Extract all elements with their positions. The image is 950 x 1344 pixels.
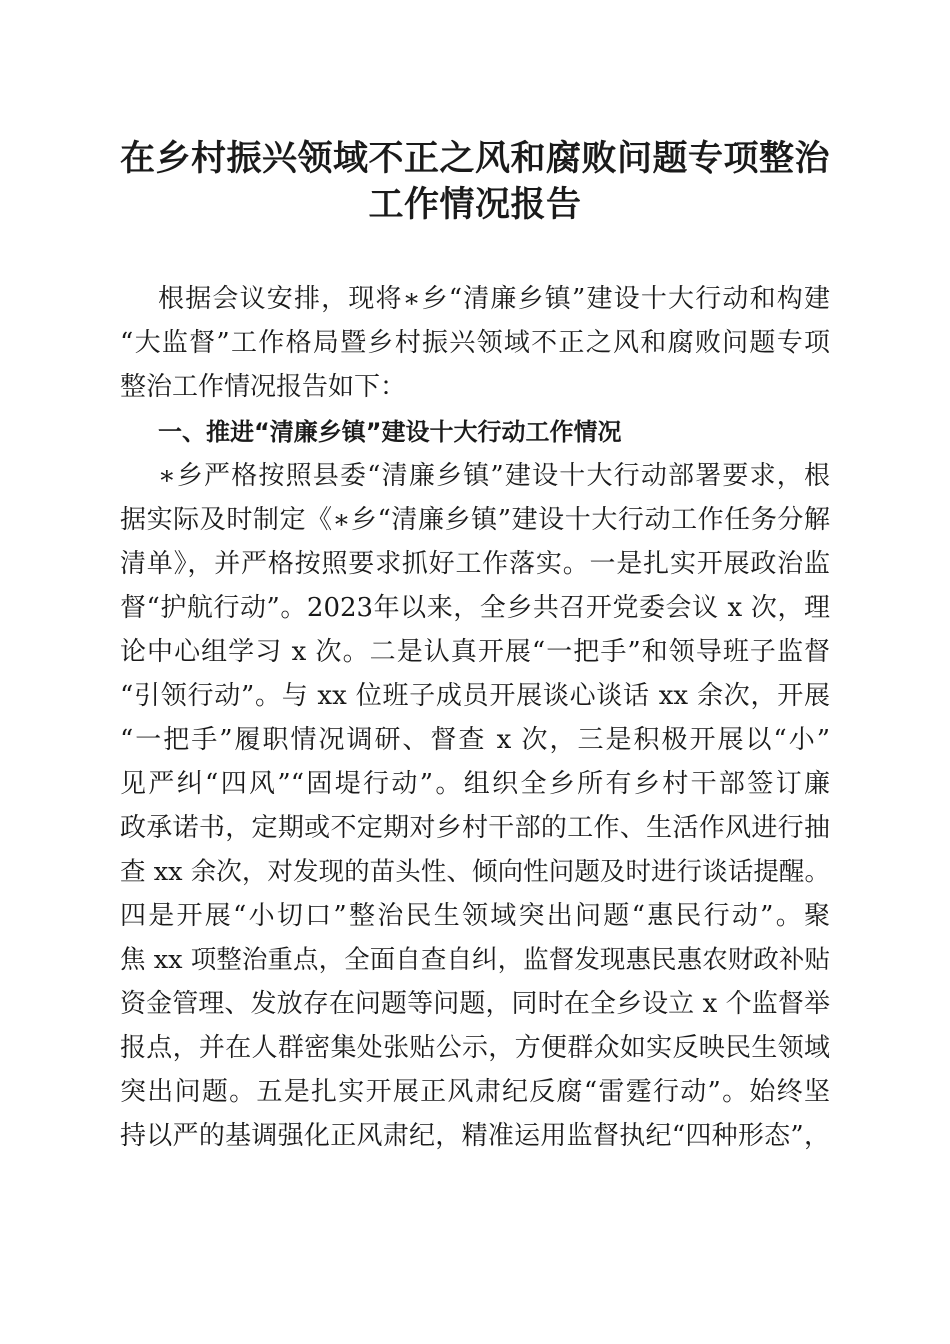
section-1-line-3: 清单》，并严格按照要求抓好工作落实。一是扎实开展政治监 (120, 549, 830, 579)
intro-line-2: “大监督”工作格局暨乡村振兴领域不正之风和腐败问题专项 (120, 328, 830, 358)
intro-line-1: 根据会议安排，现将∗乡“清廉乡镇”建设十大行动和构建 (158, 284, 830, 314)
document-title-line-1: 在乡村振兴领域不正之风和腐败问题专项整治 (119, 138, 830, 179)
intro-line-3: 整治工作情况报告如下： (120, 372, 407, 402)
section-1-line-9: 政承诺书，定期或不定期对乡村干部的工作、生活作风进行抽 (120, 813, 830, 843)
section-1-line-1: ∗乡严格按照县委“清廉乡镇”建设十大行动部署要求，根 (158, 461, 830, 491)
section-1-line-12: 焦 xx 项整治重点，全面自查自纠，监督发现惠民惠农财政补贴 (120, 945, 830, 975)
section-1-line-14: 报点，并在人群密集处张贴公示，方便群众如实反映民生领域 (120, 1033, 830, 1063)
section-1-line-7: “一把手”履职情况调研、督查 x 次，三是积极开展以“小” (120, 725, 830, 755)
section-1-line-4: 督“护航行动”。2023年以来，全乡共召开党委会议 x 次，理 (120, 593, 830, 623)
section-1-line-16: 持以严的基调强化正风肃纪，精准运用监督执纪“四种形态”， (120, 1121, 830, 1151)
section-1-line-11: 四是开展“小切口”整治民生领域突出问题“惠民行动”。聚 (120, 901, 830, 931)
section-1-line-8: 见严纠“四风”“固堤行动”。组织全乡所有乡村干部签订廉 (120, 769, 830, 799)
section-1-line-15: 突出问题。五是扎实开展正风肃纪反腐“雷霆行动”。始终坚 (120, 1077, 830, 1107)
document-title-line-2: 工作情况报告 (368, 184, 582, 225)
section-1-line-13: 资金管理、发放存在问题等问题，同时在全乡设立 x 个监督举 (120, 989, 830, 1019)
section-1-line-6: “引领行动”。与 xx 位班子成员开展谈心谈话 xx 余次，开展 (120, 681, 830, 711)
section-1-line-2: 据实际及时制定《∗乡“清廉乡镇”建设十大行动工作任务分解 (120, 505, 830, 535)
section-1-line-5: 论中心组学习 x 次。二是认真开展“一把手”和领导班子监督 (120, 637, 830, 667)
section-1-heading: 一、推进“清廉乡镇”建设十大行动工作情况 (158, 418, 622, 446)
section-1-line-10: 查 xx 余次，对发现的苗头性、倾向性问题及时进行谈话提醒。 (120, 857, 830, 887)
